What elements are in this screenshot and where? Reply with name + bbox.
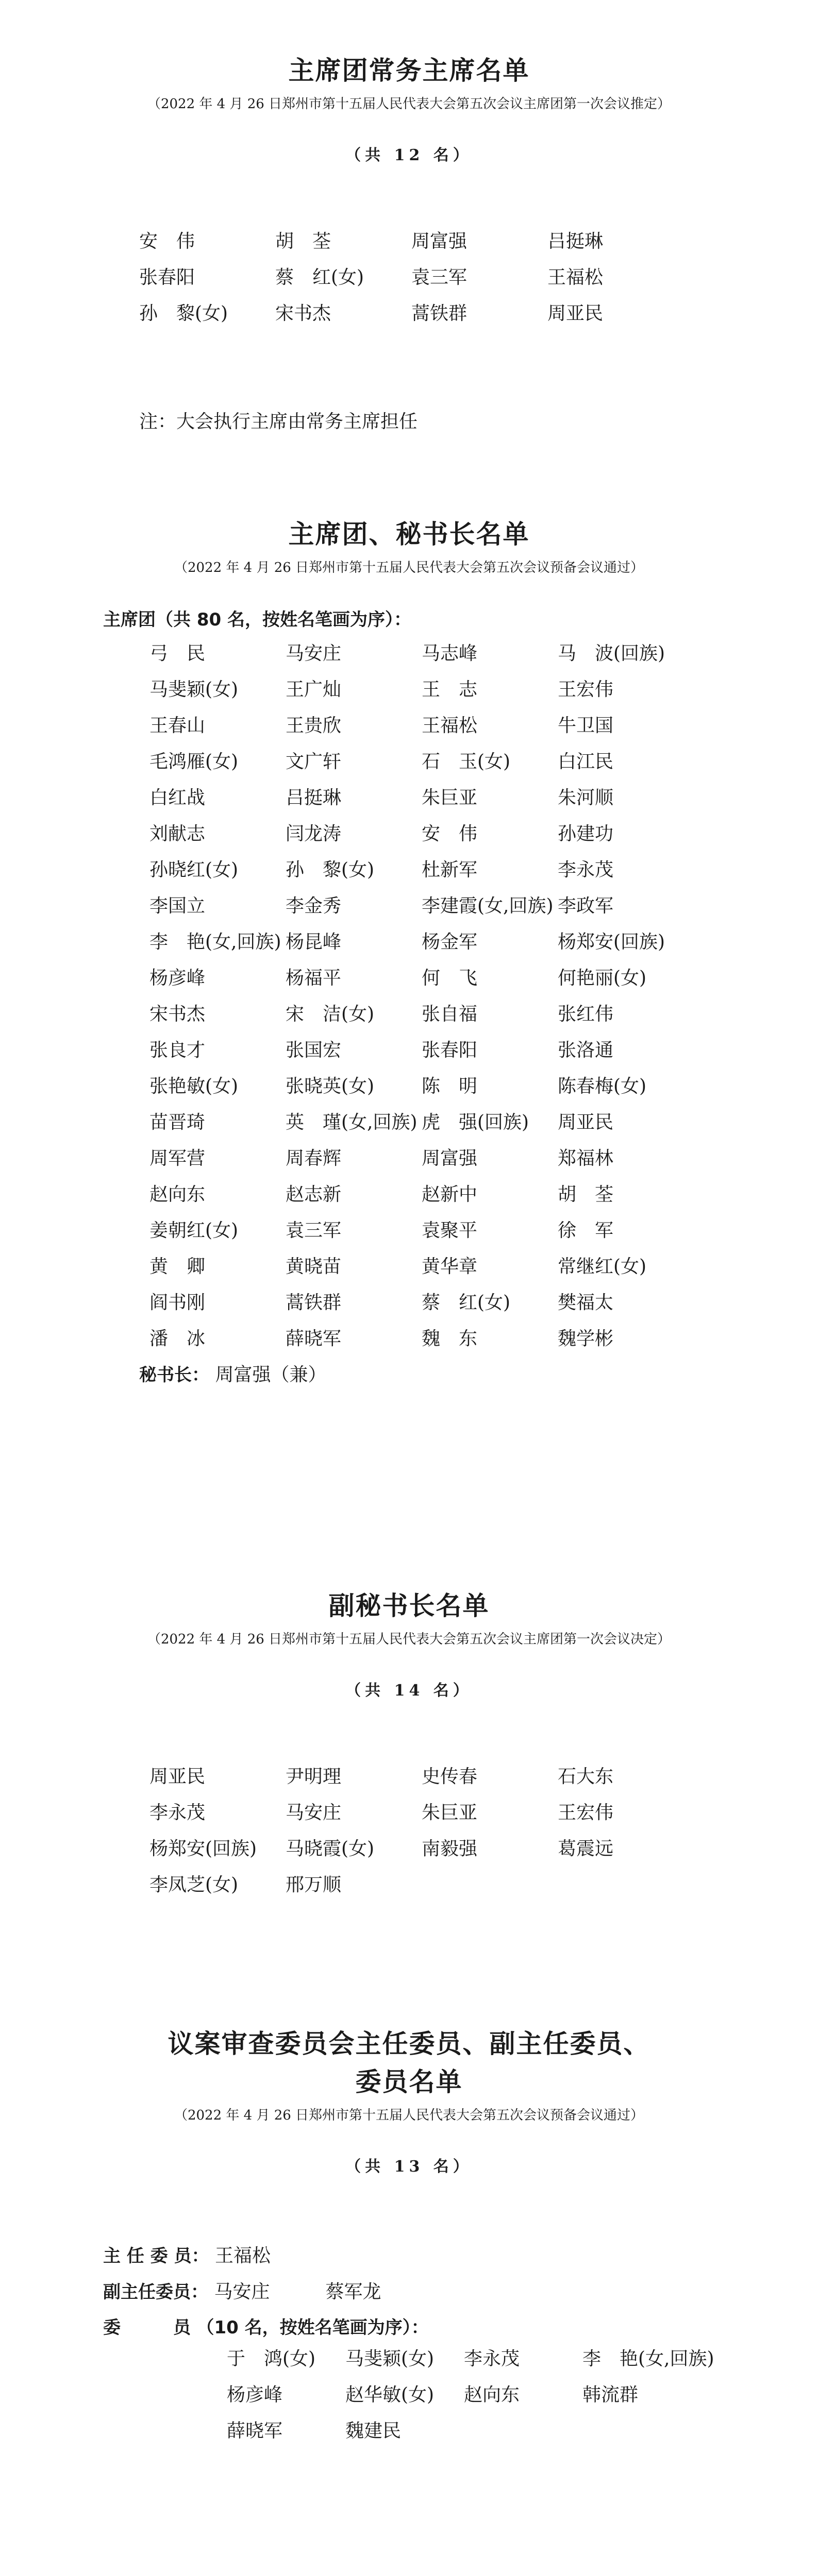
- table-row: [227, 2411, 701, 2447]
- name-cell: 张艳敏(女): [149, 1075, 239, 1097]
- name-grid: [149, 634, 694, 1355]
- footnote: 注：大会执行主席由常务主席担任: [139, 411, 418, 432]
- name-cell: 徐 军: [558, 1219, 614, 1241]
- table-row: [149, 958, 694, 994]
- name-cell: 石大东: [558, 1766, 614, 1787]
- name-cell: 袁三军: [286, 1219, 342, 1241]
- name-grid: [139, 222, 683, 330]
- name-cell: 黄晓苗: [286, 1256, 342, 1277]
- director-name: 王福松: [214, 2245, 271, 2266]
- name-cell: 闫龙涛: [286, 823, 342, 844]
- section-title-line2: 委员名单: [355, 2066, 463, 2097]
- name-cell: 胡 荃: [558, 1183, 614, 1205]
- name-cell: 李建霞(女,回族): [422, 895, 554, 917]
- name-cell: 张良才: [149, 1039, 206, 1061]
- name-cell: 牛卫国: [558, 715, 614, 736]
- name-cell: 孙 黎(女): [139, 302, 228, 324]
- name-cell: 何艳丽(女): [558, 967, 647, 989]
- members-heading: （10 名，按姓名笔画为序）：: [196, 2317, 429, 2338]
- name-cell: 郑福林: [558, 1147, 614, 1169]
- name-cell: 安 伟: [422, 823, 478, 844]
- table-row: [149, 706, 694, 742]
- name-cell: 安 伟: [139, 230, 195, 252]
- name-cell: 毛鸿雁(女): [149, 751, 239, 772]
- name-cell: 蔡 红(女): [422, 1292, 511, 1313]
- name-cell: 孙建功: [558, 823, 614, 844]
- name-cell: 李政军: [558, 895, 614, 917]
- name-cell: 杨福平: [286, 967, 342, 989]
- name-cell: 王宏伟: [558, 1802, 614, 1823]
- section-note: （2022 年 4 月 26 日郑州市第十五届人民代表大会第五次会议主席团第一次会议推定）: [147, 96, 671, 112]
- secretary-name: 周富强（兼）: [215, 1364, 327, 1385]
- name-cell: 李 艳(女,回族): [582, 2348, 714, 2369]
- section-note: （2022 年 4 月 26 日郑州市第十五届人民代表大会第五次会议预备会议通过）: [174, 560, 644, 575]
- name-cell: 马斐颖(女): [149, 679, 239, 700]
- table-row: [149, 814, 694, 850]
- name-cell: 赵向东: [464, 2384, 520, 2405]
- table-row: [149, 1793, 694, 1829]
- section-note: （2022 年 4 月 26 日郑州市第十五届人民代表大会第五次会议预备会议通过）: [174, 2108, 644, 2123]
- name-cell: 赵华敏(女): [345, 2384, 435, 2405]
- name-cell: 刘献志: [149, 823, 206, 844]
- members-label: 委 员: [103, 2317, 191, 2338]
- name-cell: 马安庄: [286, 642, 342, 664]
- name-grid: [149, 1757, 694, 1901]
- name-cell: 黄 卿: [149, 1256, 206, 1277]
- name-cell: 赵向东: [149, 1183, 206, 1205]
- secretary-line: [139, 1360, 326, 1386]
- table-row: [149, 1829, 694, 1865]
- name-cell: 王福松: [547, 266, 604, 288]
- table-row: [149, 1283, 694, 1319]
- name-cell: 陈 明: [422, 1075, 478, 1097]
- table-row: [149, 670, 694, 706]
- name-cell: 王广灿: [286, 679, 342, 700]
- deputy-line: [103, 2277, 381, 2303]
- table-row: [149, 886, 694, 922]
- name-cell: 孙 黎(女): [286, 859, 375, 880]
- section-title: 主席团、秘书长名单: [288, 519, 530, 549]
- name-cell: 王宏伟: [558, 679, 614, 700]
- name-cell: 宋书杰: [275, 302, 331, 324]
- name-cell: 文广轩: [286, 751, 342, 772]
- table-row: [149, 850, 694, 886]
- name-cell: 杨彦峰: [149, 967, 206, 989]
- name-cell: 英 瑾(女,回族): [286, 1111, 418, 1133]
- name-cell: 张自福: [422, 1003, 478, 1025]
- section-title: 主席团常务主席名单: [288, 55, 530, 86]
- name-cell: 袁三军: [411, 266, 468, 288]
- name-cell: 白红战: [149, 787, 206, 808]
- name-cell: 袁聚平: [422, 1219, 478, 1241]
- name-cell: 宋 洁(女): [286, 1003, 375, 1025]
- section-title: 副秘书长名单: [328, 1590, 490, 1621]
- name-cell: 杨昆峰: [286, 931, 342, 953]
- name-cell: 朱河顺: [558, 787, 614, 808]
- name-cell: 薛晓军: [227, 2420, 283, 2442]
- table-row: [149, 994, 694, 1030]
- table-row: [149, 922, 694, 958]
- director-line: [103, 2241, 271, 2267]
- name-cell: 潘 冰: [149, 1328, 206, 1349]
- name-cell: 虎 强(回族): [422, 1111, 529, 1133]
- table-row: [149, 1103, 694, 1139]
- presidium-heading: 主席团（共 80 名，按姓名笔画为序）：: [103, 609, 411, 630]
- name-cell: 张春阳: [422, 1039, 478, 1061]
- table-row: [149, 1319, 694, 1355]
- name-cell: 魏学彬: [558, 1328, 614, 1349]
- table-row: [139, 222, 683, 258]
- name-cell: 周亚民: [558, 1111, 614, 1133]
- name-cell: 李金秀: [286, 895, 342, 917]
- name-cell: 常继红(女): [558, 1256, 647, 1277]
- name-cell: 张晓英(女): [286, 1075, 375, 1097]
- name-cell: 王福松: [422, 715, 478, 736]
- table-row: [149, 778, 694, 814]
- name-cell: 杨郑安(回族): [558, 931, 665, 953]
- table-row: [149, 1066, 694, 1103]
- name-cell: 薛晓军: [286, 1328, 342, 1349]
- section-standing-chairs: [0, 52, 818, 432]
- name-cell: 李永茂: [149, 1802, 206, 1823]
- name-cell: 孙晓红(女): [149, 859, 239, 880]
- name-cell: 马晓霞(女): [286, 1838, 375, 1859]
- name-cell: 姜朝红(女): [149, 1219, 239, 1241]
- name-cell: 周富强: [411, 230, 468, 252]
- name-cell: 张国宏: [286, 1039, 342, 1061]
- section-note: （2022 年 4 月 26 日郑州市第十五届人民代表大会第五次会议主席团第一次会议决定）: [147, 1632, 671, 1647]
- section-presidium: [0, 515, 818, 1385]
- name-cell: 李永茂: [464, 2348, 520, 2369]
- name-cell: 苗晋琦: [149, 1111, 206, 1133]
- name-cell: 于 鸿(女): [227, 2348, 316, 2369]
- deputy-names: 马安庄 蔡军龙: [214, 2281, 381, 2302]
- name-cell: 杨彦峰: [227, 2384, 283, 2405]
- section-bill-committee: [0, 2025, 818, 2442]
- name-cell: 杜新军: [422, 859, 478, 880]
- name-cell: 朱巨亚: [422, 787, 478, 808]
- name-cell: 赵志新: [286, 1183, 342, 1205]
- section-count: （共 14 名）: [345, 1682, 473, 1700]
- name-cell: 宋书杰: [149, 1003, 206, 1025]
- name-cell: 樊福太: [558, 1292, 614, 1313]
- name-cell: 张红伟: [558, 1003, 614, 1025]
- table-row: [149, 1211, 694, 1247]
- name-cell: 魏 东: [422, 1328, 478, 1349]
- name-cell: 魏建民: [345, 2420, 402, 2442]
- table-row: [139, 258, 683, 294]
- name-cell: 李永茂: [558, 859, 614, 880]
- secretary-label: 秘书长：: [139, 1365, 209, 1385]
- table-row: [149, 1865, 694, 1901]
- members-line: [103, 2313, 429, 2338]
- name-cell: 周亚民: [547, 302, 604, 324]
- name-cell: 黄华章: [422, 1256, 478, 1277]
- table-row: [227, 2339, 714, 2375]
- table-row: [149, 1757, 694, 1793]
- name-cell: 周春辉: [286, 1147, 342, 1169]
- name-cell: 何 飞: [422, 967, 478, 989]
- name-cell: 韩流群: [582, 2384, 639, 2405]
- name-cell: 李凤芝(女): [149, 1874, 239, 1895]
- name-cell: 邢万顺: [286, 1874, 342, 1895]
- name-cell: 朱巨亚: [422, 1802, 478, 1823]
- name-cell: 阎书刚: [149, 1292, 206, 1313]
- name-cell: 胡 荃: [275, 230, 331, 252]
- name-cell: 王贵欣: [286, 715, 342, 736]
- name-cell: 葛震远: [558, 1838, 614, 1859]
- name-cell: 蒿铁群: [411, 302, 468, 324]
- name-cell: 弓 民: [149, 642, 206, 664]
- name-cell: 李国立: [149, 895, 206, 917]
- table-row: [149, 742, 694, 778]
- name-cell: 周军营: [149, 1147, 206, 1169]
- name-cell: 史传春: [422, 1766, 478, 1787]
- name-cell: 石 玉(女): [422, 751, 511, 772]
- name-cell: 王春山: [149, 715, 206, 736]
- name-cell: 陈春梅(女): [558, 1075, 647, 1097]
- table-row: [139, 294, 683, 330]
- name-cell: 马斐颖(女): [345, 2348, 435, 2369]
- name-cell: 吕挺琳: [547, 230, 604, 252]
- table-row: [149, 1175, 694, 1211]
- name-cell: 赵新中: [422, 1183, 478, 1205]
- section-title: 议案审查委员会主任委员、副主任委员、: [168, 2028, 650, 2059]
- table-row: [227, 2375, 701, 2411]
- table-row: [149, 634, 694, 670]
- section-deputy-secretaries: [0, 1587, 818, 1895]
- name-grid: [227, 2339, 714, 2447]
- name-cell: 南毅强: [422, 1838, 478, 1859]
- name-cell: 尹明理: [286, 1766, 342, 1787]
- director-label: 主 任 委 员：: [103, 2246, 209, 2266]
- name-cell: 王 志: [422, 679, 478, 700]
- section-count: （共 12 名）: [345, 146, 473, 164]
- name-cell: 马安庄: [286, 1802, 342, 1823]
- name-cell: 周亚民: [149, 1766, 206, 1787]
- name-cell: 马志峰: [422, 642, 478, 664]
- name-cell: 吕挺琳: [286, 787, 342, 808]
- name-cell: 李 艳(女,回族): [149, 931, 281, 953]
- name-cell: 白江民: [558, 751, 614, 772]
- name-cell: 周富强: [422, 1147, 478, 1169]
- table-row: [149, 1030, 694, 1066]
- deputy-label: 副主任委员：: [103, 2282, 208, 2302]
- name-cell: 蔡 红(女): [275, 266, 364, 288]
- table-row: [149, 1247, 694, 1283]
- table-row: [149, 1139, 694, 1175]
- name-cell: 马 波(回族): [558, 642, 665, 664]
- name-cell: 蒿铁群: [286, 1292, 342, 1313]
- name-cell: 杨金军: [422, 931, 478, 953]
- name-cell: 杨郑安(回族): [149, 1838, 257, 1859]
- name-cell: 张洛通: [558, 1039, 614, 1061]
- section-count: （共 13 名）: [345, 2158, 473, 2176]
- name-cell: 张春阳: [139, 266, 195, 288]
